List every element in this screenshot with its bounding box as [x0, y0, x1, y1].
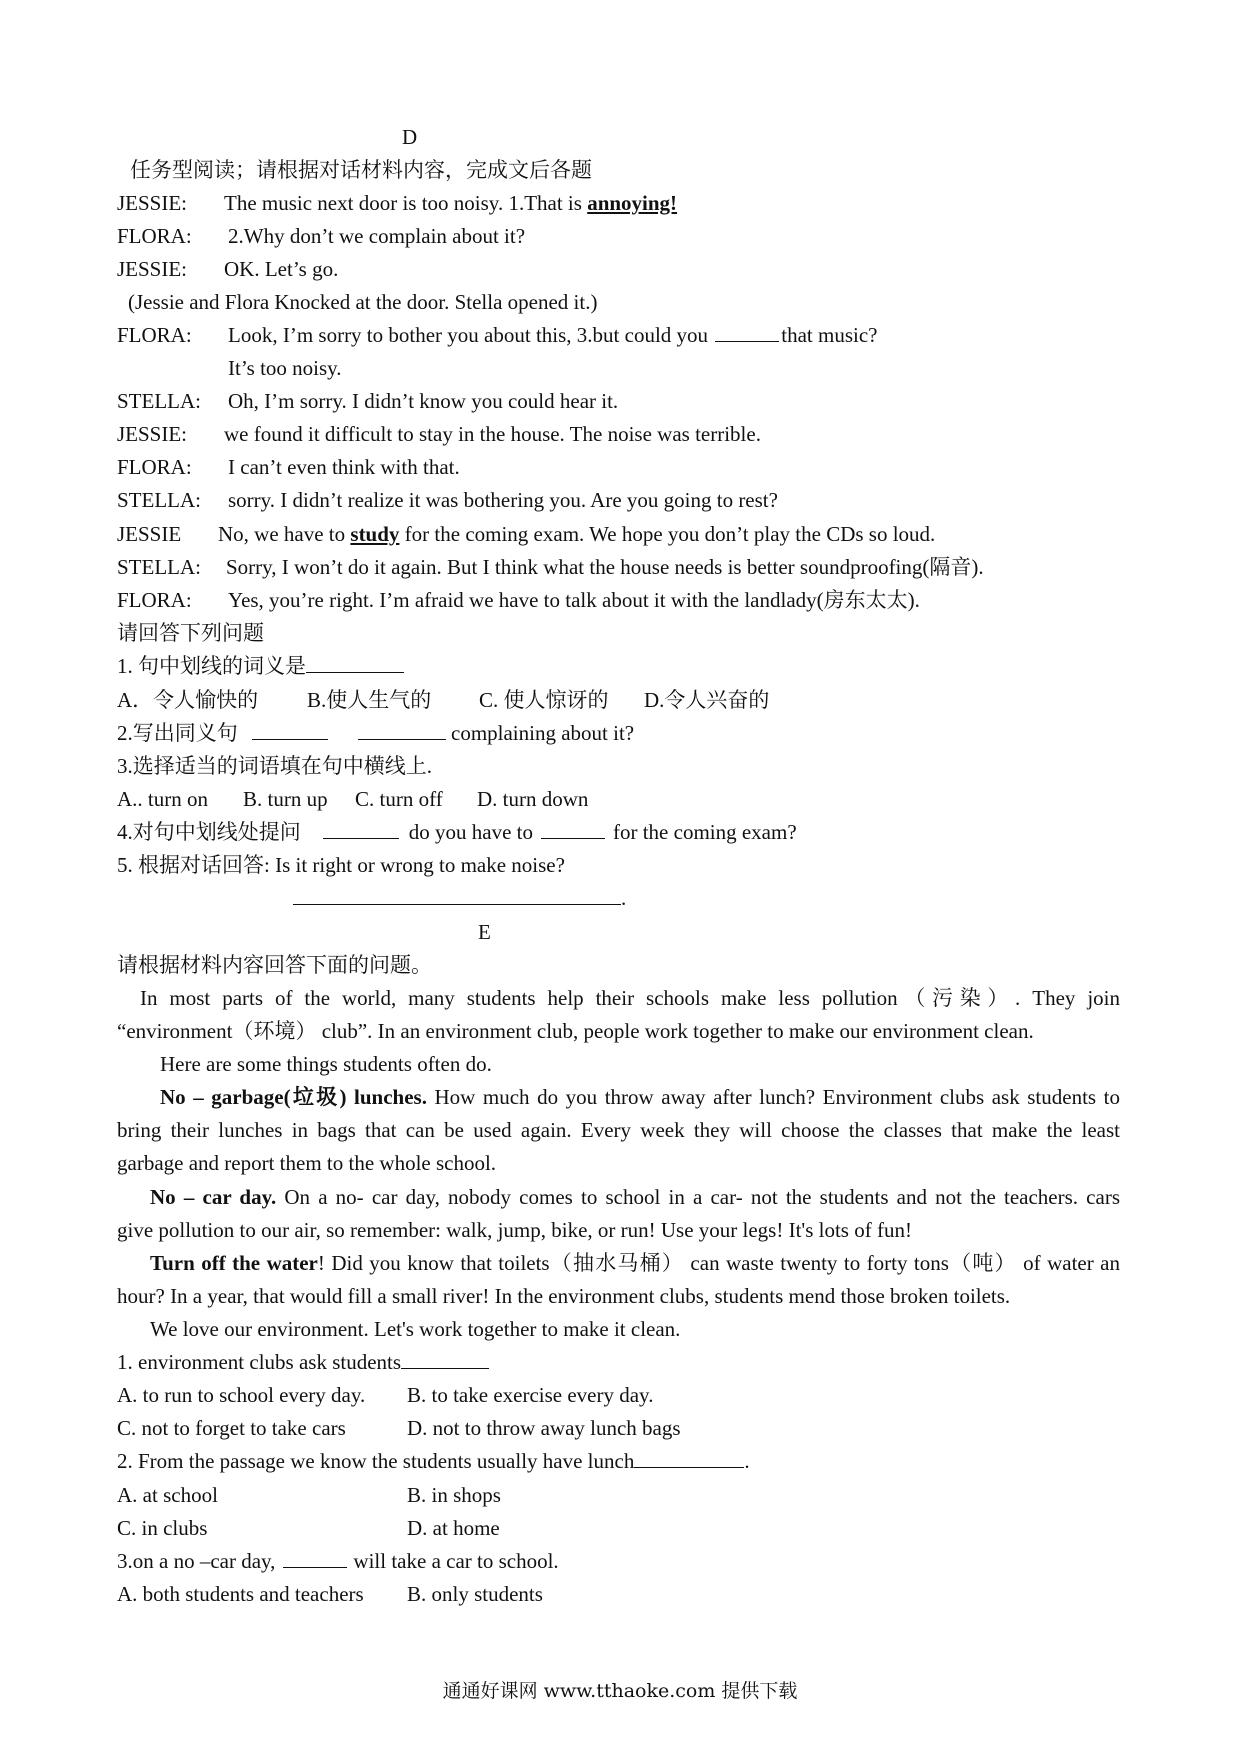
- option-a: A．令人愉快的: [117, 688, 259, 712]
- question-5-answer-line: .: [293, 884, 626, 912]
- dialogue-line: sorry. I didn’t realize it was bothering you. Are you going to rest?: [228, 488, 778, 512]
- dialogue-speaker: STELLA:: [117, 389, 201, 413]
- question-4: 4.对句中划线处提问 do you have to for the coming exam?: [117, 820, 797, 844]
- option-a: A.. turn on: [117, 787, 208, 811]
- option-a: A. both students and teachers: [117, 1582, 364, 1606]
- answer-blank[interactable]: [306, 654, 404, 673]
- dialogue-line: 2.Why don’t we complain about it?: [228, 224, 526, 248]
- answer-blank[interactable]: [401, 1350, 489, 1369]
- subheading-no-car-day: No – car day.: [150, 1185, 277, 1209]
- dialogue-line: Look, I’m sorry to bother you about this, 3.but could you that music?: [228, 323, 878, 347]
- dialogue-line: Yes, you’re right. I’m afraid we have to talk about it with the landlady(房东太太).: [228, 588, 920, 612]
- dialogue-line: No, we have to study for the coming exam. We hope you don’t play the CDs so loud.: [218, 522, 936, 546]
- questions-heading: 请回答下列问题: [117, 621, 264, 645]
- option-c: C. in clubs: [117, 1516, 208, 1540]
- underlined-word-study: study: [350, 522, 400, 546]
- question-1: 1. environment clubs ask students: [117, 1348, 489, 1376]
- option-c: C. turn off: [355, 787, 443, 811]
- dialogue-speaker: FLORA:: [117, 323, 192, 347]
- dialogue-speaker: JESSIE:: [117, 422, 188, 446]
- passage-line: No – garbage(垃圾) lunches. How much do you throw away after lunch? Environment clubs ask students to: [160, 1085, 1120, 1109]
- answer-blank[interactable]: [283, 1549, 347, 1568]
- answer-blank[interactable]: [634, 1449, 744, 1468]
- question-1: 1. 句中划线的词义是: [117, 652, 404, 680]
- subheading-turn-off-the-water: Turn off the water: [150, 1251, 318, 1275]
- stage-direction: (Jessie and Flora Knocked at the door. Stella opened it.): [128, 290, 598, 314]
- option-d: D. turn down: [477, 787, 589, 811]
- option-b: B.使人生气的: [307, 688, 432, 712]
- dialogue-speaker: JESSIE: [117, 522, 182, 546]
- option-b: B. to take exercise every day.: [407, 1383, 654, 1407]
- option-d: D.令人兴奋的: [644, 688, 770, 712]
- question-5: 5. 根据对话回答: Is it right or wrong to make noise?: [117, 853, 565, 877]
- option-a: A. at school: [117, 1483, 218, 1507]
- dialogue-speaker: STELLA:: [117, 488, 201, 512]
- option-b: B. turn up: [243, 787, 328, 811]
- dialogue-line: I can’t even think with that.: [228, 455, 460, 479]
- fill-blank[interactable]: [715, 323, 779, 342]
- passage-line: Turn off the water! Did you know that toilets（抽水马桶） can waste twenty to forty tons（吨） of water an: [150, 1251, 1121, 1275]
- passage-line: No – car day. On a no- car day, nobody comes to school in a car- not the students and not the teachers. cars: [150, 1185, 1120, 1209]
- page-footer: 通通好课网 www.tthaoke.com 提供下载: [442, 1680, 798, 1702]
- option-d: D. at home: [407, 1516, 500, 1540]
- passage-line: give pollution to our air, so remember: walk, jump, bike, or run! Use your legs! It's lots of fun!: [117, 1218, 912, 1242]
- dialogue-speaker: FLORA:: [117, 588, 192, 612]
- answer-blank[interactable]: [541, 820, 605, 839]
- passage-line: “environment（环境） club”. In an environment club, people work together to make our environment clean.: [117, 1019, 1034, 1043]
- dialogue-speaker: STELLA:: [117, 555, 201, 579]
- answer-blank[interactable]: [293, 886, 621, 905]
- dialogue-line: The music next door is too noisy. 1.That is annoying!: [224, 191, 678, 215]
- option-d: D. not to throw away lunch bags: [407, 1416, 681, 1440]
- dialogue-line: Oh, I’m sorry. I didn’t know you could hear it.: [228, 389, 619, 413]
- passage-line: bring their lunches in bags that can be used again. Every week they will choose the classes that make the least: [117, 1118, 1120, 1142]
- dialogue-speaker: JESSIE:: [117, 257, 188, 281]
- passage-line: hour? In a year, that would fill a small river! In the environment clubs, students mend those broken toilets.: [117, 1284, 1011, 1308]
- dialogue-speaker: FLORA:: [117, 455, 192, 479]
- passage-line: garbage and report them to the whole school.: [117, 1151, 497, 1175]
- option-c: C. not to forget to take cars: [117, 1416, 346, 1440]
- option-b: B. in shops: [407, 1483, 501, 1507]
- dialogue-line-continued: It’s too noisy.: [228, 356, 342, 380]
- subheading-no-garbage-lunches: No – garbage(垃圾) lunches.: [160, 1085, 427, 1109]
- section-e-instruction: 请根据材料内容回答下面的问题。: [117, 953, 432, 977]
- underlined-word-annoying: annoying!: [587, 191, 678, 215]
- dialogue-line: we found it difficult to stay in the house. The noise was terrible.: [224, 422, 761, 446]
- passage-line: We love our environment. Let's work together to make it clean.: [150, 1317, 681, 1341]
- section-d-heading: D: [402, 125, 418, 149]
- question-3: 3.on a no –car day, will take a car to school.: [117, 1549, 559, 1573]
- option-a: A. to run to school every day.: [117, 1383, 366, 1407]
- question-2: 2.写出同义句 complaining about it?: [117, 721, 635, 745]
- question-3: 3.选择适当的词语填在句中横线上.: [117, 754, 432, 778]
- answer-blank[interactable]: [323, 820, 399, 839]
- dialogue-speaker: FLORA:: [117, 224, 192, 248]
- answer-blank[interactable]: [252, 721, 328, 740]
- passage-line: Here are some things students often do.: [160, 1052, 492, 1076]
- question-2: 2. From the passage we know the students usually have lunch .: [117, 1449, 750, 1473]
- dialogue-speaker: JESSIE:: [117, 191, 188, 215]
- section-d-instruction: 任务型阅读；请根据对话材料内容，完成文后各题: [130, 158, 592, 182]
- answer-blank[interactable]: [358, 721, 446, 740]
- dialogue-line: Sorry, I won’t do it again. But I think what the house needs is better soundproofing(隔音).: [226, 555, 984, 579]
- passage-line: In most parts of the world, many students help their schools make less pollution（污染）. They join: [140, 986, 1120, 1010]
- option-c: C. 使人惊讶的: [479, 688, 609, 712]
- dialogue-line: OK. Let’s go.: [224, 257, 339, 281]
- section-e-heading: E: [478, 920, 491, 944]
- option-b: B. only students: [407, 1582, 543, 1606]
